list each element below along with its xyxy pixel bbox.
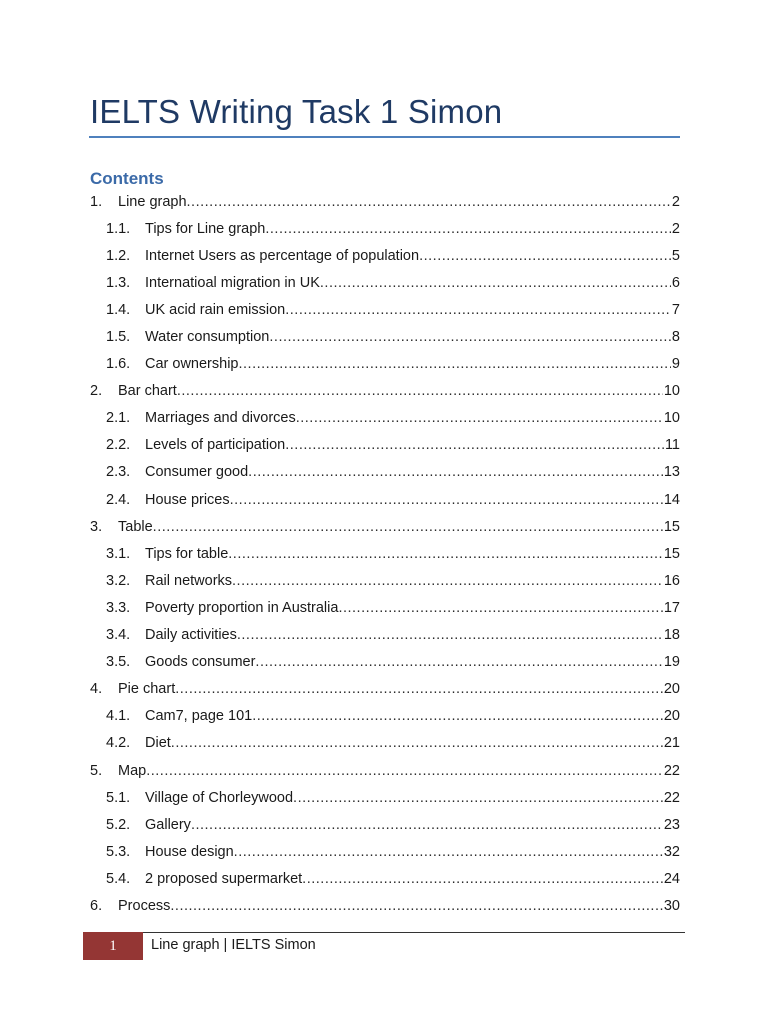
toc-entry-label[interactable]: Pie chart (118, 681, 176, 698)
toc-entry-number: 3.2. (106, 572, 131, 589)
toc-dot-leader (232, 573, 663, 589)
toc-entry[interactable] (0, 432, 768, 459)
toc-dot-leader (177, 383, 663, 399)
toc-entry[interactable] (0, 892, 768, 919)
toc-entry[interactable] (0, 215, 768, 242)
toc-entry-label[interactable]: Poverty proportion in Australia (145, 599, 339, 616)
toc-entry-label[interactable]: Line graph (118, 193, 187, 210)
toc-dot-leader (293, 790, 663, 806)
toc-entry[interactable] (0, 486, 768, 513)
toc-entry[interactable] (0, 459, 768, 486)
toc-entry-number: 1.4. (106, 301, 131, 318)
toc-entry-number: 1.1. (106, 220, 131, 237)
toc-dot-leader (248, 464, 663, 480)
toc-entry[interactable] (0, 649, 768, 676)
toc-dot-leader (252, 708, 663, 724)
contents-heading: Contents (90, 169, 164, 188)
toc-entry-page[interactable]: 20 (663, 708, 680, 725)
toc-entry[interactable] (0, 811, 768, 838)
toc-entry[interactable] (0, 838, 768, 865)
toc-entry-number: 4.2. (106, 735, 131, 752)
toc-entry-page[interactable]: 18 (663, 627, 680, 644)
toc-entry-label[interactable]: Internatioal migration in UK (145, 274, 320, 291)
toc-entry-number: 5.4. (106, 870, 131, 887)
toc-entry-number: 5.1. (106, 789, 131, 806)
toc-entry-number: 3.3. (106, 599, 131, 616)
toc-entry-page[interactable]: 11 (664, 437, 680, 454)
toc-entry-label[interactable]: Cam7, page 101 (145, 708, 253, 725)
toc-entry-number: 5. (90, 762, 103, 779)
toc-entry-label[interactable]: Daily activities (145, 627, 237, 644)
toc-dot-leader (239, 356, 671, 372)
toc-dot-leader (237, 627, 663, 643)
toc-entry[interactable] (0, 703, 768, 730)
toc-entry-label[interactable]: House prices (145, 491, 230, 508)
toc-entry[interactable] (0, 757, 768, 784)
toc-entry-page[interactable]: 8 (671, 329, 680, 346)
toc-dot-leader (285, 302, 671, 318)
toc-dot-leader (171, 735, 663, 751)
toc-entry-label[interactable]: Map (118, 762, 147, 779)
toc-entry[interactable] (0, 188, 768, 215)
toc-entry-number: 3.1. (106, 545, 131, 562)
toc-entry-number: 1.5. (106, 329, 131, 346)
toc-entry-page[interactable]: 32 (663, 843, 680, 860)
toc-entry-number: 1.6. (106, 356, 131, 373)
toc-entry-number: 3.5. (106, 654, 131, 671)
toc-entry-label[interactable]: Process (118, 897, 171, 914)
toc-entry-number: 2.3. (106, 464, 131, 481)
toc-entry-label[interactable]: Gallery (145, 816, 191, 833)
toc-entry-label[interactable]: Marriages and divorces (145, 410, 296, 427)
toc-dot-leader (320, 275, 671, 291)
toc-entry-number: 4.1. (106, 708, 131, 725)
toc-dot-leader (265, 221, 671, 237)
toc-dot-leader (191, 817, 663, 833)
toc-entry[interactable] (0, 351, 768, 378)
toc-entry[interactable] (0, 378, 768, 405)
toc-entry[interactable] (0, 567, 768, 594)
toc-entry-page[interactable]: 9 (671, 356, 680, 373)
toc-entry[interactable] (0, 540, 768, 567)
toc-dot-leader (285, 437, 664, 453)
toc-dot-leader (255, 654, 662, 670)
table-of-contents (0, 188, 768, 920)
toc-entry-page[interactable]: 23 (663, 816, 680, 833)
toc-entry[interactable] (0, 784, 768, 811)
toc-entry-number: 3.4. (106, 627, 131, 644)
toc-entry-label[interactable]: Tips for Line graph (145, 220, 266, 237)
toc-entry-number: 2.1. (106, 410, 131, 427)
toc-entry-number: 1.3. (106, 274, 131, 291)
toc-entry-number: 5.3. (106, 843, 131, 860)
toc-entry[interactable] (0, 513, 768, 540)
toc-entry-page[interactable]: 17 (663, 599, 680, 616)
toc-entry-page[interactable]: 19 (663, 654, 680, 671)
footer-running-title: Line graph | IELTS Simon (151, 937, 316, 953)
toc-dot-leader (302, 871, 663, 887)
toc-entry-page[interactable]: 2 (671, 193, 680, 210)
toc-dot-leader (269, 329, 671, 345)
toc-entry[interactable] (0, 676, 768, 703)
toc-entry-label[interactable]: Bar chart (118, 383, 177, 400)
toc-entry-label[interactable]: Table (118, 518, 153, 535)
toc-entry-label[interactable]: Water consumption (145, 329, 270, 346)
toc-entry-page[interactable]: 21 (663, 735, 680, 752)
toc-entry-label[interactable]: Village of Chorleywood (145, 789, 294, 806)
toc-entry-page[interactable]: 6 (671, 274, 680, 291)
title-underline (89, 136, 680, 138)
toc-entry-label[interactable]: UK acid rain emission (145, 301, 286, 318)
footer-divider (143, 932, 685, 933)
toc-entry[interactable] (0, 323, 768, 350)
toc-entry-number: 2.4. (106, 491, 131, 508)
toc-entry-number: 5.2. (106, 816, 131, 833)
toc-entry[interactable] (0, 730, 768, 757)
toc-entry-label[interactable]: Rail networks (145, 572, 233, 589)
footer-page-number: 1 (109, 937, 117, 954)
toc-entry-label[interactable]: Consumer good (145, 464, 249, 481)
toc-entry-label[interactable]: Levels of participation (145, 437, 286, 454)
toc-entry-label[interactable]: House design (145, 843, 234, 860)
toc-dot-leader (187, 194, 671, 210)
toc-dot-leader (175, 681, 663, 697)
toc-entry-label[interactable]: Car ownership (145, 356, 239, 373)
toc-entry-page[interactable]: 10 (663, 410, 680, 427)
toc-dot-leader (170, 898, 662, 914)
toc-entry-number: 2.2. (106, 437, 131, 454)
toc-entry-label[interactable]: Internet Users as percentage of population (145, 247, 420, 264)
toc-dot-leader (230, 492, 663, 508)
toc-entry-page[interactable]: 10 (663, 383, 680, 400)
toc-entry-label[interactable]: Diet (145, 735, 171, 752)
toc-entry-number: 6. (90, 897, 103, 914)
document-title: IELTS Writing Task 1 Simon (90, 93, 503, 130)
toc-dot-leader (146, 763, 663, 779)
toc-entry[interactable] (0, 594, 768, 621)
toc-entry-label[interactable]: Goods consumer (145, 654, 256, 671)
toc-entry-page[interactable]: 5 (671, 247, 680, 264)
toc-entry-number: 1. (90, 193, 103, 210)
toc-entry-page[interactable]: 16 (663, 572, 680, 589)
toc-entry-page[interactable]: 22 (663, 789, 680, 806)
toc-entry[interactable] (0, 405, 768, 432)
toc-entry-number: 1.2. (106, 247, 131, 264)
toc-entry[interactable] (0, 865, 768, 892)
toc-dot-leader (419, 248, 671, 264)
toc-entry-label[interactable]: Tips for table (145, 545, 229, 562)
toc-entry[interactable] (0, 242, 768, 269)
toc-entry-page[interactable]: 24 (663, 870, 680, 887)
toc-entry-page[interactable]: 15 (663, 518, 680, 535)
toc-dot-leader (153, 519, 663, 535)
toc-dot-leader (338, 600, 662, 616)
toc-entry[interactable] (0, 622, 768, 649)
toc-entry-page[interactable]: 30 (663, 897, 680, 914)
toc-entry-page[interactable]: 20 (663, 681, 680, 698)
toc-entry-number: 2. (90, 383, 103, 400)
toc-entry-page[interactable]: 15 (663, 545, 680, 562)
toc-entry-number: 3. (90, 518, 103, 535)
toc-dot-leader (296, 410, 663, 426)
toc-entry-page[interactable]: 13 (663, 464, 680, 481)
toc-entry[interactable] (0, 296, 768, 323)
toc-entry-page[interactable]: 22 (663, 762, 680, 779)
toc-dot-leader (228, 546, 663, 562)
toc-entry-label[interactable]: 2 proposed supermarket (145, 870, 303, 887)
toc-dot-leader (234, 844, 663, 860)
toc-entry-page[interactable]: 14 (663, 491, 680, 508)
toc-entry-number: 4. (90, 681, 103, 698)
toc-entry-page[interactable]: 7 (671, 301, 680, 318)
toc-entry-page[interactable]: 2 (671, 220, 680, 237)
toc-entry[interactable] (0, 269, 768, 296)
